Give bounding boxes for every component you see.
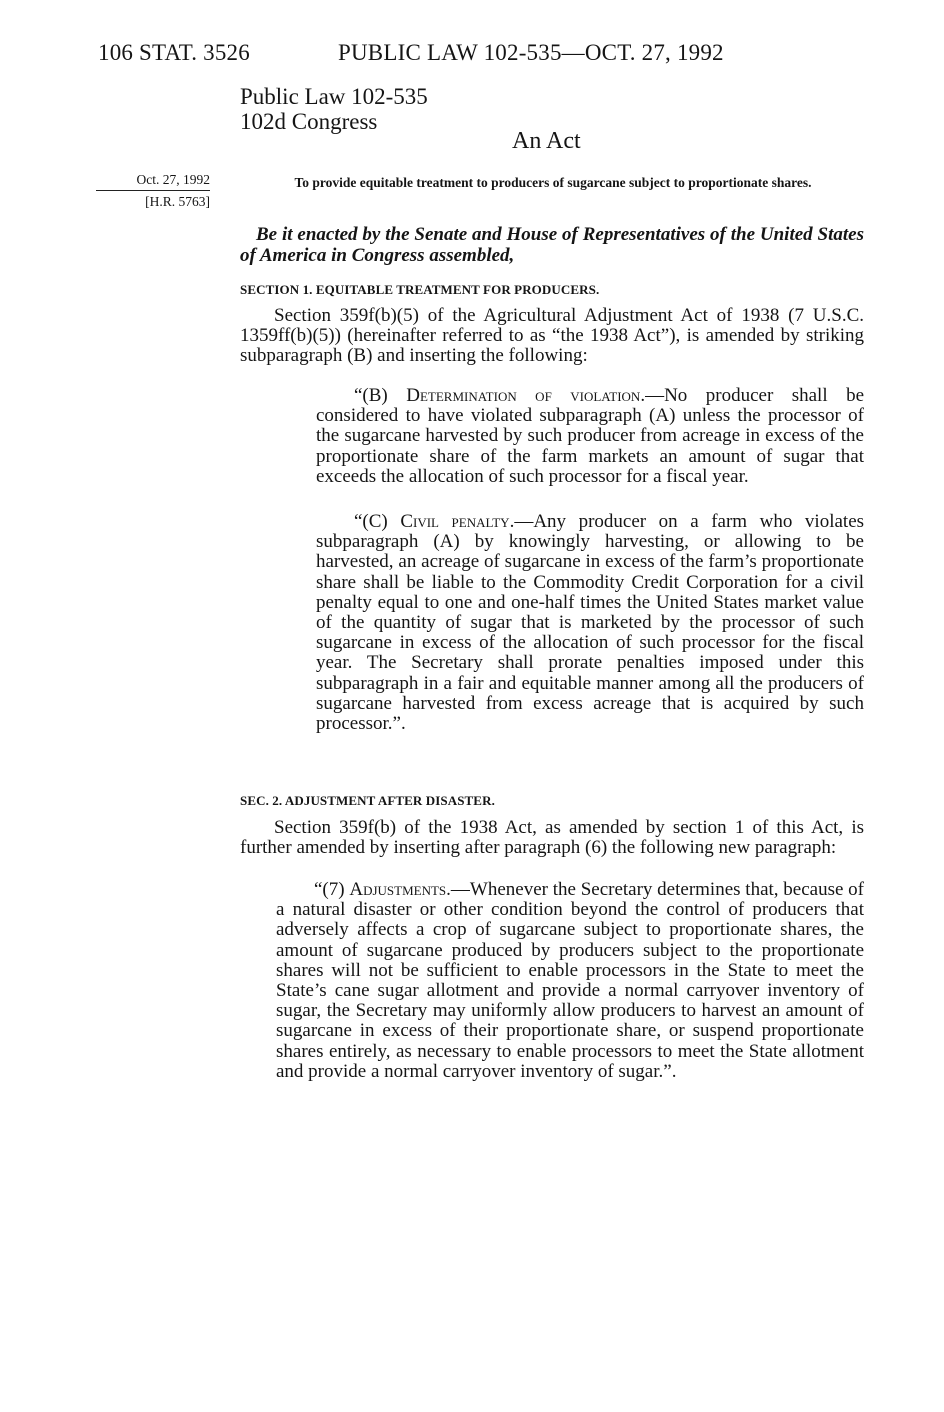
subparagraph-b-lead: “(B) (354, 385, 407, 406)
congress-label: 102d Congress (240, 109, 378, 134)
section-1-intro: Section 359f(b)(5) of the Agricultural Adjustment Act of 1938 (7 U.S.C. 1359ff(b)(5)) (hereinafter referred to as “the 1938 Act”), is amended by striking subparagraph (B) and inserting the following: (240, 305, 864, 367)
enacting-clause: Be it enacted by the Senate and House of Representatives of the United States of America in Congress assembled, (240, 224, 864, 266)
subparagraph-c-lead: “(C) (354, 511, 401, 532)
subparagraph-b-heading: Determination of violation (406, 385, 641, 406)
section-2-intro: Section 359f(b) of the 1938 Act, as amended by section 1 of this Act, is further amended by inserting after paragraph (6) the following new paragraph: (240, 817, 864, 859)
subparagraph-c (316, 512, 864, 734)
act-label: An Act (512, 128, 581, 154)
law-number: Public Law 102-535 (240, 84, 428, 109)
law-title-block (240, 84, 428, 134)
margin-bill-number: [H.R. 5763] (145, 194, 210, 209)
paragraph-7-lead: “(7) (314, 879, 350, 900)
margin-notes (96, 170, 210, 212)
paragraph-7 (276, 880, 864, 1082)
page-citation: 106 STAT. 3526 (98, 40, 250, 65)
paragraph-7-text: .—Whenever the Secretary determines that, because of a natural disaster or other condition beyond the control of producers that adversely affects a crop of sugarcane subject to proportionate shares, the amount of sugarcane produced by producers subject to the proportionate shares will not be sufficient to enable processors in the State to meet the State’s cane sugar allotment and provide a normal carryover inventory of sugar, the Secretary may uniformly allow producers to harvest an amount of sugarcane in excess of their proportionate share, or suspend proportionate shares entirely, as necessary to enable processors to meet the State allotment and provide a normal carryover inventory of sugar.”. (276, 879, 865, 1082)
margin-date: Oct. 27, 1992 (136, 172, 210, 187)
subparagraph-b-text: .—No producer shall be considered to have violated subparagraph (A) unless the processor of the sugarcane harvested by such producer from acreage in excess of the proportionate share of the farm markets an amount of sugar that exceeds the allocation of such processor for a fiscal year. (316, 385, 865, 487)
purpose-statement: To provide equitable treatment to producers of sugarcane subject to proportionate shares. (294, 175, 812, 190)
section-1-heading: SECTION 1. EQUITABLE TREATMENT FOR PRODUCERS. (240, 282, 600, 297)
subparagraph-b (316, 386, 864, 487)
paragraph-7-heading: Adjustments (349, 879, 447, 900)
subparagraph-c-heading: Civil penalty (400, 511, 510, 532)
law-date-header: PUBLIC LAW 102-535—OCT. 27, 1992 (338, 40, 724, 65)
margin-divider (96, 190, 210, 191)
section-2-heading: SEC. 2. ADJUSTMENT AFTER DISASTER. (240, 793, 495, 808)
running-head (98, 40, 858, 70)
subparagraph-c-text: .—Any producer on a farm who violates subparagraph (A) by knowingly harvesting, or allowing to be harvested, an acreage of sugarcane in excess of the farm’s proportionate share shall be liable to the Commodity Credit Corporation for a civil penalty equal to one and one-half times the United States market value of the quantity of sugar that is marketed by the processor of such sugarcane in excess of the allocation of such processor for the fiscal year. The Secretary shall prorate penalties imposed under this subparagraph in a fair and equitable manner among all the producers of sugarcane harvested from excess acreage that is acquired by such processor.”. (316, 511, 865, 735)
